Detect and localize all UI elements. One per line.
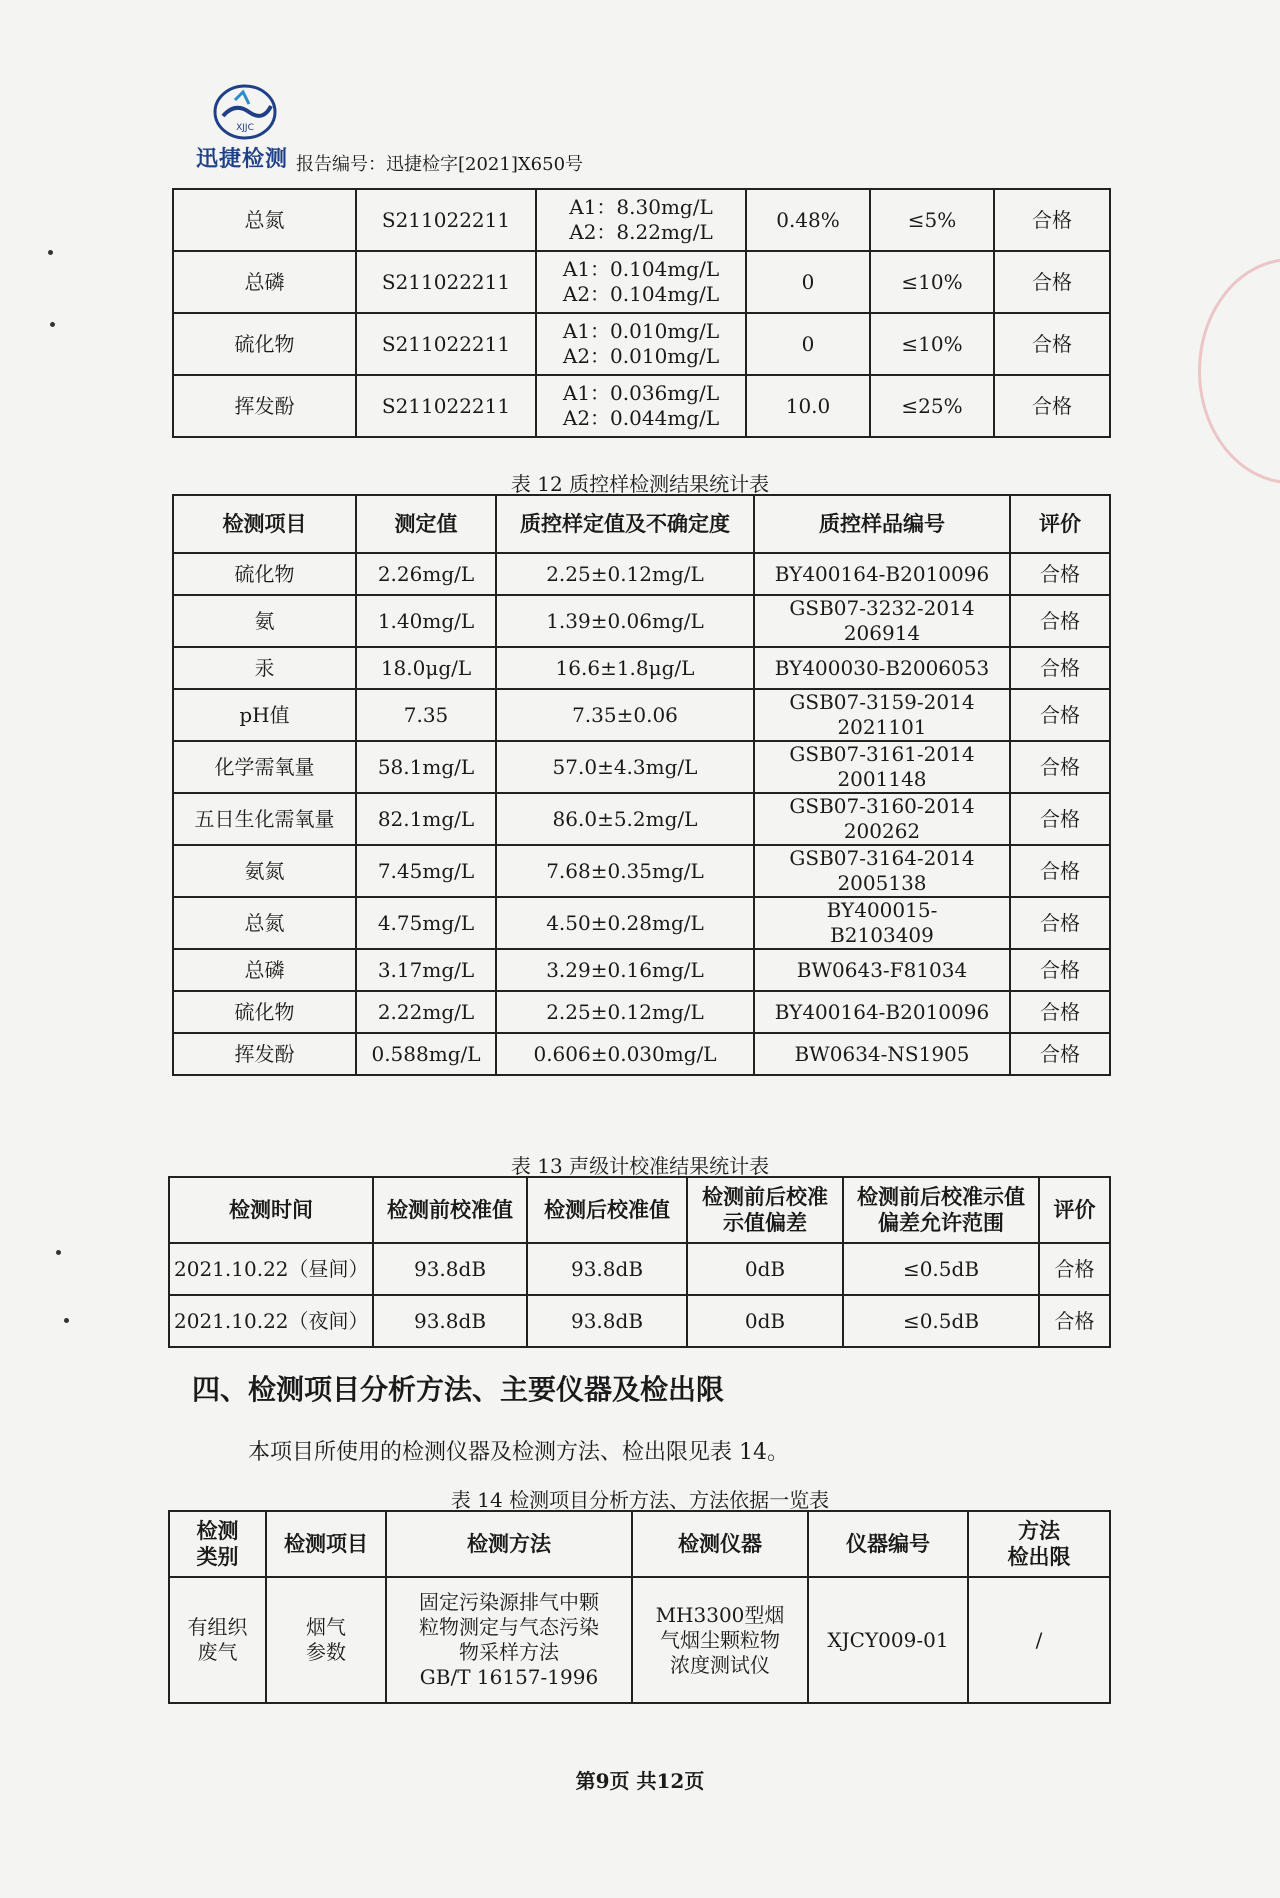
method-cell-text: 物采样方法 <box>459 1640 559 1664</box>
item-cell-text: 烟气 <box>306 1615 346 1639</box>
value-cell-text: A1：0.010mg/L <box>562 319 720 343</box>
item-cell-text: 参数 <box>306 1640 346 1664</box>
parallel-sample-table <box>172 188 1111 438</box>
scan-speck <box>48 250 53 255</box>
sound-calibration-table <box>168 1176 1111 1348</box>
item-cell-text: 总氮 <box>244 910 285 935</box>
red-seal-stamp <box>1198 258 1280 484</box>
value-cell-text: 18.0μg/L <box>380 655 472 680</box>
value-cell <box>356 595 496 647</box>
value-cell-text: 58.1mg/L <box>377 754 475 779</box>
value-cell <box>536 313 746 375</box>
range-cell <box>843 1243 1039 1295</box>
column-header-text: 检测仪器 <box>678 1530 762 1556</box>
result-cell-text: 合格 <box>1040 806 1080 831</box>
sample-cell <box>356 313 536 375</box>
result-cell <box>1010 647 1110 689</box>
category-cell-text: 废气 <box>197 1640 238 1664</box>
code-cell <box>754 595 1010 647</box>
result-cell-text: 合格 <box>1040 858 1080 883</box>
table13-caption: 表 13 声级计校准结果统计表 <box>510 1154 770 1178</box>
sample-cell <box>356 251 536 313</box>
value-cell <box>536 375 746 437</box>
deviation-cell-text: 10.0 <box>785 393 831 418</box>
column-header-text: 检测 <box>196 1517 239 1543</box>
standard-cell <box>496 845 754 897</box>
value-cell-text: A1：0.104mg/L <box>562 257 720 281</box>
item-cell <box>173 251 356 313</box>
section-heading: 四、检测项目分析方法、主要仪器及检出限 <box>192 1373 725 1406</box>
sample-cell <box>356 189 536 251</box>
result-cell <box>1039 1243 1110 1295</box>
item-cell <box>266 1577 386 1703</box>
value-cell-text: 7.35 <box>403 702 449 727</box>
limit-cell <box>870 189 994 251</box>
result-cell <box>1010 897 1110 949</box>
table-row <box>173 189 1110 251</box>
method-cell-text: 粒物测定与气态污染 <box>419 1615 599 1639</box>
item-cell-text: 硫化物 <box>234 331 295 356</box>
table-row <box>173 553 1110 595</box>
column-header <box>1010 495 1110 553</box>
code-cell <box>754 647 1010 689</box>
standard-cell <box>496 991 754 1033</box>
item-cell-text: 总氮 <box>244 207 285 232</box>
table-row <box>173 647 1110 689</box>
range-cell-text: ≤0.5dB <box>902 1256 980 1281</box>
standard-cell <box>496 647 754 689</box>
item-cell-text: 挥发酚 <box>234 393 295 418</box>
sample-cell <box>356 375 536 437</box>
table-row <box>173 991 1110 1033</box>
report-number: 报告编号：迅捷检字[2021]X650号 <box>296 154 584 175</box>
table-row <box>173 375 1110 437</box>
value-cell-text: 2.22mg/L <box>377 999 475 1024</box>
value-cell-text: A2：0.104mg/L <box>562 282 720 306</box>
code-cell-text: 2005138 <box>837 871 927 895</box>
item-cell <box>173 595 356 647</box>
code-cell <box>754 897 1010 949</box>
value-cell-text: 1.40mg/L <box>377 608 475 633</box>
table12-caption: 表 12 质控样检测结果统计表 <box>510 472 770 496</box>
code-cell-text: GSB07-3159-2014 <box>789 690 975 714</box>
column-header-text: 偏差允许范围 <box>878 1210 1004 1235</box>
column-header <box>356 495 496 553</box>
column-header-text: 检测前后校准 <box>702 1183 828 1209</box>
instrument-no-cell <box>808 1577 968 1703</box>
method-cell <box>386 1577 632 1703</box>
code-cell-text: 200262 <box>843 819 921 843</box>
table-row <box>173 689 1110 741</box>
standard-cell <box>496 897 754 949</box>
code-cell-text: BY400164-B2010096 <box>774 561 990 586</box>
time-cell-text: 2021.10.22（昼间） <box>174 1256 369 1281</box>
table14-caption: 表 14 检测项目分析方法、方法依据一览表 <box>450 1488 830 1512</box>
column-header-text: 检测前后校准示值 <box>857 1183 1025 1209</box>
limit-cell-text: / <box>1035 1627 1043 1652</box>
value-cell <box>356 647 496 689</box>
limit-cell-text: ≤10% <box>901 269 963 294</box>
item-cell-text: 挥发酚 <box>234 1041 295 1066</box>
code-cell <box>754 741 1010 793</box>
code-cell <box>754 1033 1010 1075</box>
deviation-cell-text: 0 <box>801 331 815 356</box>
result-cell <box>994 313 1110 375</box>
instrument-cell-text: MH3300型烟 <box>655 1602 785 1627</box>
limit-cell <box>968 1577 1110 1703</box>
result-cell <box>994 375 1110 437</box>
deviation-cell <box>687 1243 843 1295</box>
item-cell <box>173 189 356 251</box>
standard-cell-text: 7.35±0.06 <box>572 702 678 727</box>
company-name: 迅捷检测 <box>196 147 289 172</box>
item-cell-text: 硫化物 <box>234 999 295 1024</box>
value-cell <box>536 251 746 313</box>
item-cell <box>173 991 356 1033</box>
deviation-cell-text: 0dB <box>744 1308 786 1333</box>
code-cell-text: GSB07-3161-2014 <box>789 742 975 766</box>
column-header-text: 评价 <box>1053 1196 1096 1222</box>
limit-cell-text: ≤25% <box>901 393 963 418</box>
standard-cell <box>496 793 754 845</box>
result-cell <box>1010 793 1110 845</box>
standard-cell-text: 86.0±5.2mg/L <box>552 806 698 831</box>
item-cell <box>173 313 356 375</box>
column-header <box>808 1511 968 1577</box>
standard-cell-text: 57.0±4.3mg/L <box>552 754 698 779</box>
column-header-text: 示值偏差 <box>723 1210 807 1235</box>
column-header <box>386 1511 632 1577</box>
code-cell-text: GSB07-3164-2014 <box>789 846 975 870</box>
after-cell-text: 93.8dB <box>570 1308 644 1333</box>
table-row <box>169 1577 1110 1703</box>
method-cell-text: 固定污染源排气中颗 <box>419 1590 599 1614</box>
item-cell-text: 总磷 <box>244 269 285 294</box>
code-cell <box>754 991 1010 1033</box>
value-cell <box>356 689 496 741</box>
result-cell-text: 合格 <box>1040 910 1080 935</box>
column-header-text: 检测前校准值 <box>387 1196 513 1222</box>
value-cell <box>356 897 496 949</box>
code-cell <box>754 689 1010 741</box>
sample-cell-text: S211022211 <box>381 207 511 232</box>
column-header <box>527 1177 687 1243</box>
result-cell-text: 合格 <box>1040 754 1080 779</box>
item-cell <box>173 689 356 741</box>
code-cell-text: GSB07-3232-2014 <box>789 596 975 620</box>
item-cell <box>173 553 356 595</box>
item-cell <box>173 647 356 689</box>
column-header-text: 检测后校准值 <box>544 1196 670 1222</box>
table-row <box>173 741 1110 793</box>
svg-text:XJJC: XJJC <box>236 123 254 133</box>
item-cell-text: 化学需氧量 <box>214 754 315 779</box>
value-cell-text: 4.75mg/L <box>377 910 475 935</box>
code-cell <box>754 553 1010 595</box>
standard-cell-text: 4.50±0.28mg/L <box>546 910 704 935</box>
code-cell-text: B2103409 <box>830 923 934 947</box>
column-header <box>169 1177 373 1243</box>
value-cell <box>356 1033 496 1075</box>
table-row <box>173 251 1110 313</box>
item-cell <box>173 949 356 991</box>
column-header-text: 检测方法 <box>467 1530 551 1556</box>
result-cell <box>994 189 1110 251</box>
standard-cell <box>496 553 754 595</box>
column-header-text: 仪器编号 <box>846 1530 930 1556</box>
column-header-text: 检测时间 <box>229 1196 313 1222</box>
standard-cell-text: 3.29±0.16mg/L <box>546 957 704 982</box>
result-cell <box>994 251 1110 313</box>
value-cell <box>356 845 496 897</box>
result-cell-text: 合格 <box>1040 1041 1080 1066</box>
analysis-method-table <box>168 1510 1111 1704</box>
column-header-text: 检测项目 <box>284 1530 368 1556</box>
before-cell <box>373 1243 527 1295</box>
value-cell-text: A2：8.22mg/L <box>569 220 713 244</box>
result-cell-text: 合格 <box>1040 561 1080 586</box>
code-cell-text: BW0643-F81034 <box>796 957 968 982</box>
category-cell <box>169 1577 266 1703</box>
table-row <box>173 949 1110 991</box>
code-cell-text: BY400015- <box>826 898 938 922</box>
value-cell-text: 7.45mg/L <box>377 858 475 883</box>
standard-cell-text: 0.606±0.030mg/L <box>533 1041 717 1066</box>
table-header-row <box>169 1511 1110 1577</box>
table-row <box>169 1295 1110 1347</box>
result-cell-text: 合格 <box>1040 702 1080 727</box>
deviation-cell <box>746 313 870 375</box>
code-cell-text: GSB07-3160-2014 <box>789 794 975 818</box>
value-cell-text: 82.1mg/L <box>377 806 475 831</box>
table-row <box>173 313 1110 375</box>
table-row <box>169 1243 1110 1295</box>
value-cell-text: 2.26mg/L <box>377 561 475 586</box>
table-header-row <box>173 495 1110 553</box>
column-header-text: 测定值 <box>394 510 458 536</box>
standard-cell <box>496 1033 754 1075</box>
result-cell <box>1010 553 1110 595</box>
column-header <box>843 1177 1039 1243</box>
limit-cell-text: ≤10% <box>901 331 963 356</box>
code-cell-text: BW0634-NS1905 <box>794 1041 970 1066</box>
method-cell-text: GB/T 16157-1996 <box>419 1665 599 1689</box>
value-cell-text: A1：8.30mg/L <box>569 195 713 219</box>
standard-cell-text: 7.68±0.35mg/L <box>546 858 704 883</box>
item-cell <box>173 1033 356 1075</box>
column-header <box>1039 1177 1110 1243</box>
code-cell <box>754 949 1010 991</box>
code-cell-text: 2001148 <box>837 767 927 791</box>
instrument-cell <box>632 1577 808 1703</box>
value-cell-text: A2：0.010mg/L <box>562 344 720 368</box>
result-cell <box>1010 1033 1110 1075</box>
item-cell <box>173 741 356 793</box>
item-cell-text: 五日生化需氧量 <box>194 806 335 831</box>
result-cell-text: 合格 <box>1054 1256 1095 1281</box>
standard-cell <box>496 741 754 793</box>
column-header <box>632 1511 808 1577</box>
section-paragraph: 本项目所使用的检测仪器及检测方法、检出限见表 14。 <box>248 1440 789 1465</box>
column-header <box>496 495 754 553</box>
item-cell-text: 氨 <box>254 608 275 633</box>
column-header <box>266 1511 386 1577</box>
after-cell <box>527 1243 687 1295</box>
limit-cell <box>870 375 994 437</box>
after-cell <box>527 1295 687 1347</box>
result-cell <box>1010 689 1110 741</box>
code-cell-text: 206914 <box>843 621 921 645</box>
result-cell-text: 合格 <box>1040 957 1080 982</box>
instrument-no-cell-text: XJCY009-01 <box>827 1627 949 1652</box>
code-cell <box>754 845 1010 897</box>
scan-speck <box>56 1250 61 1255</box>
result-cell-text: 合格 <box>1054 1308 1095 1333</box>
quality-control-table <box>172 494 1111 1076</box>
range-cell <box>843 1295 1039 1347</box>
code-cell-text: BY400030-B2006053 <box>774 655 990 680</box>
limit-cell <box>870 251 994 313</box>
value-cell <box>356 793 496 845</box>
deviation-cell <box>746 189 870 251</box>
result-cell <box>1010 845 1110 897</box>
deviation-cell-text: 0.48% <box>776 207 840 232</box>
value-cell <box>356 553 496 595</box>
standard-cell <box>496 949 754 991</box>
code-cell <box>754 793 1010 845</box>
before-cell-text: 93.8dB <box>413 1308 487 1333</box>
time-cell <box>169 1295 373 1347</box>
limit-cell-text: ≤5% <box>907 207 957 232</box>
table-header-row <box>169 1177 1110 1243</box>
result-cell <box>1010 741 1110 793</box>
deviation-cell <box>746 375 870 437</box>
item-cell-text: pH值 <box>239 702 290 727</box>
value-cell-text: A2：0.044mg/L <box>562 406 720 430</box>
result-cell <box>1010 991 1110 1033</box>
item-cell-text: 总磷 <box>244 957 285 982</box>
column-header-text: 检测项目 <box>222 510 307 536</box>
result-cell-text: 合格 <box>1032 393 1072 418</box>
standard-cell <box>496 689 754 741</box>
result-cell <box>1010 595 1110 647</box>
column-header <box>173 495 356 553</box>
limit-cell <box>870 313 994 375</box>
column-header-text: 类别 <box>196 1544 239 1569</box>
result-cell <box>1010 949 1110 991</box>
value-cell-text: A1：0.036mg/L <box>562 381 720 405</box>
item-cell <box>173 897 356 949</box>
standard-cell-text: 2.25±0.12mg/L <box>546 999 704 1024</box>
item-cell <box>173 845 356 897</box>
scan-speck <box>64 1318 69 1323</box>
item-cell-text: 硫化物 <box>234 561 295 586</box>
deviation-cell-text: 0 <box>801 269 815 294</box>
table-row <box>173 1033 1110 1075</box>
code-cell-text: 2021101 <box>837 715 927 739</box>
value-cell-text: 3.17mg/L <box>377 957 475 982</box>
column-header-text: 评价 <box>1039 510 1081 536</box>
standard-cell-text: 2.25±0.12mg/L <box>546 561 704 586</box>
result-cell-text: 合格 <box>1032 331 1072 356</box>
category-cell-text: 有组织 <box>187 1615 248 1639</box>
standard-cell-text: 16.6±1.8μg/L <box>555 655 695 680</box>
page-footer: 第9页 共12页 <box>575 1769 705 1793</box>
deviation-cell <box>746 251 870 313</box>
value-cell <box>536 189 746 251</box>
column-header-text: 检出限 <box>1007 1544 1071 1569</box>
company-logo-icon <box>205 82 285 142</box>
column-header <box>754 495 1010 553</box>
column-header <box>687 1177 843 1243</box>
deviation-cell-text: 0dB <box>744 1256 786 1281</box>
column-header <box>968 1511 1110 1577</box>
item-cell-text: 汞 <box>254 655 275 680</box>
instrument-cell-text: 浓度测试仪 <box>670 1652 770 1677</box>
code-cell-text: BY400164-B2010096 <box>774 999 990 1024</box>
before-cell-text: 93.8dB <box>413 1256 487 1281</box>
result-cell-text: 合格 <box>1032 269 1072 294</box>
time-cell <box>169 1243 373 1295</box>
sample-cell-text: S211022211 <box>381 393 511 418</box>
result-cell-text: 合格 <box>1032 207 1072 232</box>
column-header-text: 方法 <box>1018 1517 1060 1543</box>
result-cell-text: 合格 <box>1040 608 1080 633</box>
result-cell-text: 合格 <box>1040 655 1080 680</box>
table-row <box>173 793 1110 845</box>
value-cell <box>356 741 496 793</box>
table-row <box>173 897 1110 949</box>
standard-cell <box>496 595 754 647</box>
value-cell <box>356 949 496 991</box>
sample-cell-text: S211022211 <box>381 331 511 356</box>
time-cell-text: 2021.10.22（夜间） <box>174 1308 369 1333</box>
table-row <box>173 595 1110 647</box>
range-cell-text: ≤0.5dB <box>902 1308 980 1333</box>
value-cell-text: 0.588mg/L <box>371 1041 481 1066</box>
scan-speck <box>50 322 55 327</box>
column-header <box>169 1511 266 1577</box>
result-cell-text: 合格 <box>1040 999 1080 1024</box>
item-cell <box>173 793 356 845</box>
value-cell <box>356 991 496 1033</box>
result-cell <box>1039 1295 1110 1347</box>
column-header-text: 质控样品编号 <box>819 510 945 536</box>
column-header <box>373 1177 527 1243</box>
table-row <box>173 845 1110 897</box>
instrument-cell-text: 气烟尘颗粒物 <box>660 1627 780 1652</box>
standard-cell-text: 1.39±0.06mg/L <box>546 608 704 633</box>
item-cell-text: 氨氮 <box>244 858 285 883</box>
after-cell-text: 93.8dB <box>570 1256 644 1281</box>
before-cell <box>373 1295 527 1347</box>
column-header-text: 质控样定值及不确定度 <box>520 510 730 536</box>
sample-cell-text: S211022211 <box>381 269 511 294</box>
deviation-cell <box>687 1295 843 1347</box>
item-cell <box>173 375 356 437</box>
